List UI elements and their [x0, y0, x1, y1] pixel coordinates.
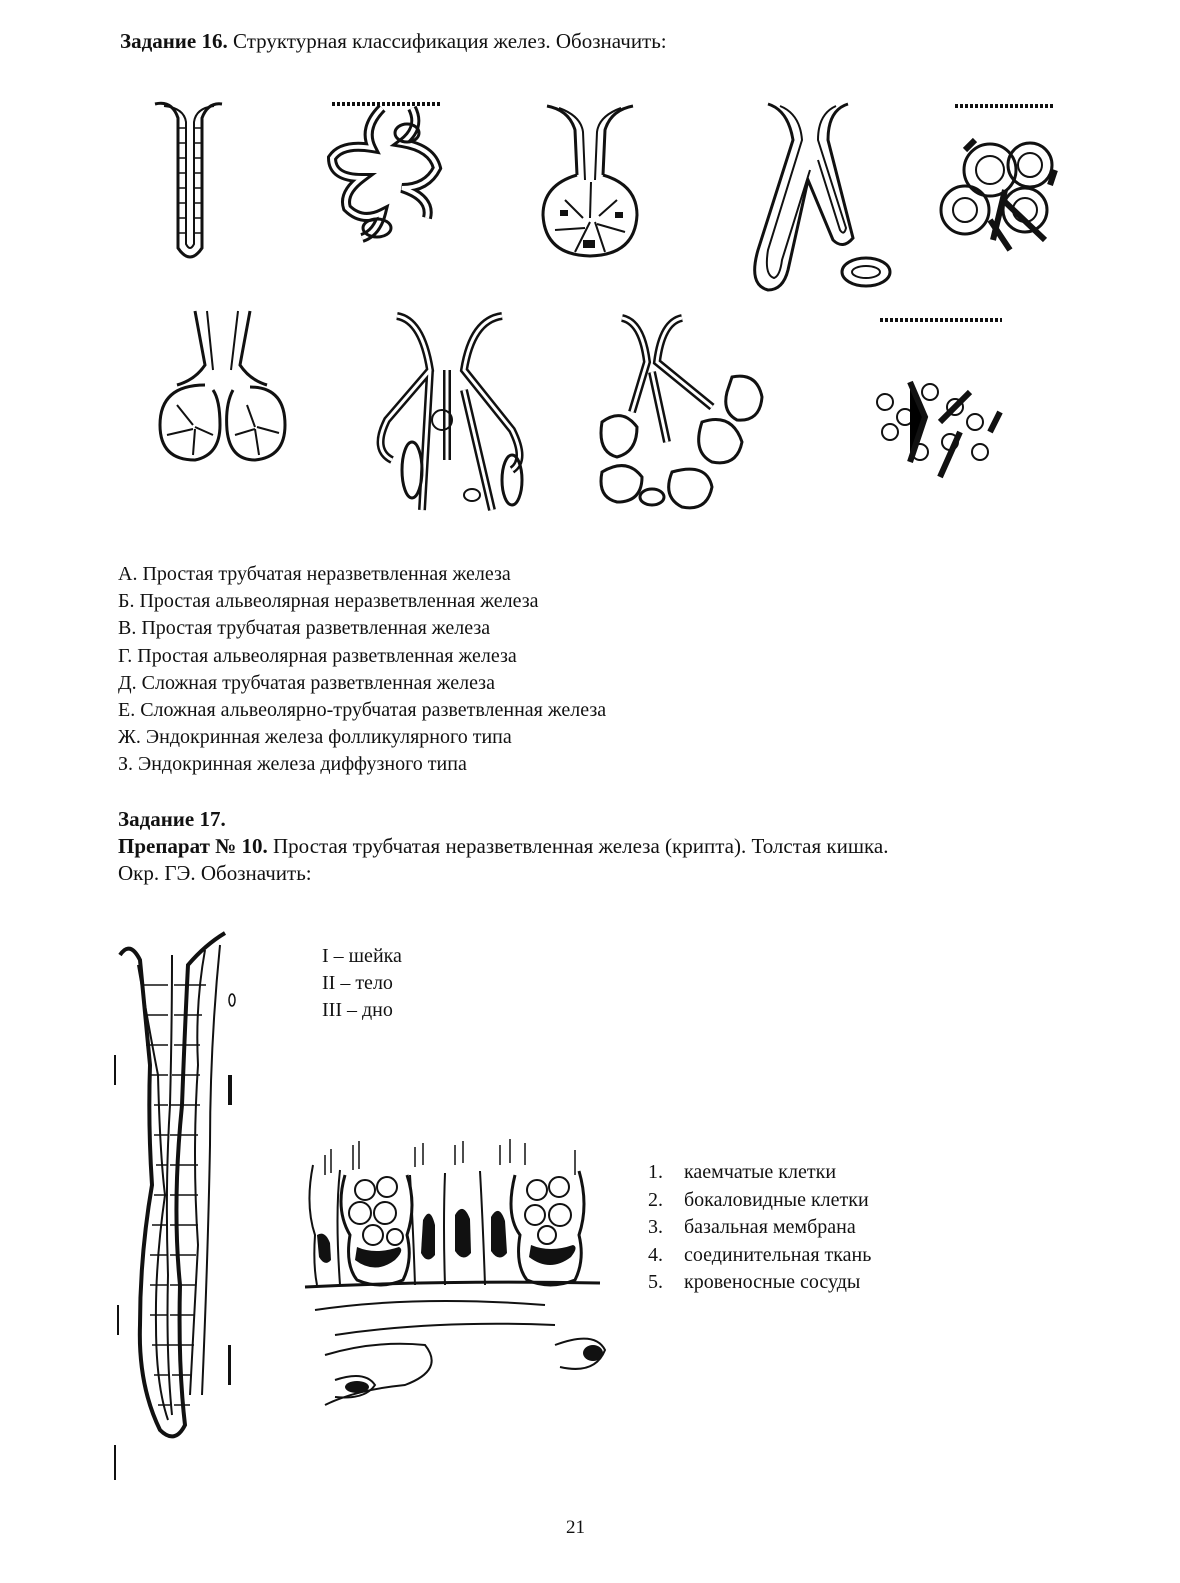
task16-title: Задание 16. Структурная классификация желез. Обозначить: [120, 29, 667, 53]
gland-drawing-simple-tubular [150, 98, 230, 268]
list-item: Д. Сложная трубчатая разветвленная железа [118, 671, 495, 694]
list-item: 5. кровеносные сосуды [648, 1271, 861, 1293]
structure-labels-list [648, 1159, 871, 1297]
list-item: Е. Сложная альвеолярно-трубчатая разветвленная железа [118, 699, 607, 722]
list-item: Г. Простая альвеолярная разветвленная железа [118, 644, 517, 667]
crypt-drawing [110, 925, 245, 1485]
gland-types-list [118, 561, 606, 779]
page-number: 21 [566, 1517, 585, 1538]
gland-drawing-endocrine-diffuse [860, 312, 1010, 482]
list-item: А. Простая трубчатая неразветвленная железа [118, 563, 511, 585]
list-item: 4. соединительная ткань [648, 1243, 872, 1266]
epithelium-detail-drawing [295, 1135, 610, 1415]
preparation-line: Препарат № 10. Простая трубчатая неразветвленная железа (крипта). Толстая кишка. [118, 834, 889, 858]
list-item: III – дно [322, 999, 393, 1022]
list-item: 2. бокаловидные клетки [648, 1188, 869, 1211]
gland-drawing-branched-tubular [738, 100, 898, 300]
gland-drawing-coiled-tubular [322, 98, 452, 248]
list-item: 3. базальная мембрана [648, 1216, 856, 1238]
list-item: З. Эндокринная железа диффузного типа [118, 753, 467, 776]
list-item: Б. Простая альвеолярная неразветвленная железа [118, 590, 539, 613]
list-item: I – шейка [322, 945, 402, 967]
list-item: Ж. Эндокринная железа фолликулярного типа [118, 726, 512, 749]
task17-title: Задание 17. [118, 807, 226, 831]
gland-drawing-simple-alveolar [535, 100, 645, 262]
gland-drawing-compound-alveolar-tubular [592, 312, 772, 512]
stain-line: Окр. ГЭ. Обозначить: [118, 861, 312, 885]
gland-drawing-endocrine-follicular [935, 100, 1060, 270]
crypt-parts-list [322, 943, 402, 1025]
list-item: II – тело [322, 972, 393, 995]
gland-drawing-branched-alveolar [155, 305, 290, 470]
list-item: 1. каемчатые клетки [648, 1161, 837, 1183]
list-item: В. Простая трубчатая разветвленная железа [118, 617, 491, 640]
gland-drawing-compound-tubular [352, 310, 552, 535]
